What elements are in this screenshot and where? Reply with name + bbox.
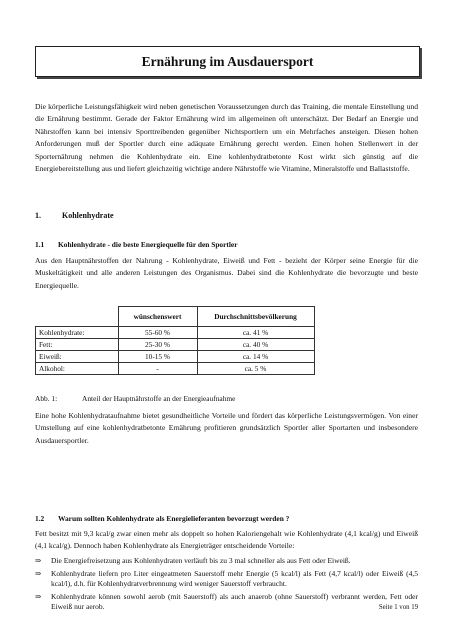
section-title: Warum sollten Kohlenhydrate als Energielieferanten bevorzugt werden ? <box>58 514 290 523</box>
desired-value: 10-15 % <box>118 351 197 363</box>
table-row <box>36 327 315 339</box>
section-number: 1. <box>35 211 41 220</box>
section-heading-1-2 <box>35 514 289 523</box>
list-item <box>35 569 418 589</box>
list-item <box>35 592 418 612</box>
table-header-row <box>36 307 315 327</box>
desired-value: 55-60 % <box>118 327 197 339</box>
nutrient-table <box>35 306 315 375</box>
list-item-text: Kohlenhydrate liefern pro Liter eingeatmeten Sauerstoff mehr Energie (5 kcal/l) als Fett (4,7 kcal/l) oder Eiweiß (4,5 kcal/l), d.h. für Kohlenhydratverbrennung wird weniger Sauerstoff verbraucht. <box>51 569 418 588</box>
average-value: ca. 5 % <box>197 363 314 375</box>
section-heading-1 <box>35 211 114 220</box>
caption-label: Abb. 1: <box>35 394 58 403</box>
row-label: Alkohol: <box>36 363 119 375</box>
arrow-right-icon: ⇒ <box>35 569 42 578</box>
intro-paragraph: Die körperliche Leistungsfähigkeit wird neben genetischen Voraussetzungen durch das Training, die mentale Einstellung und die Ernährung bestimmt. Gerade der Faktor Ernährung wird im allgemeinen oft unterschätzt. Der Bedarf an Energie und Nährstoffen kann bei intensiv Sporttreibenden gegenüber Nichtsportlern um ein Mehrfaches ansteigen. Diesen hohen Anforderungen muß der Sportler durch eine adäquate Ernährung gerecht werden. Einen hohen Stellenwert in der Sporternährung nehmen die Kohlenhydrate ein. Eine kohlenhydratbetonte Kost wirkt sich günstig auf die Energiebereitstellung aus und liefert gleichzeitig wichtige andere Nährstoffe wie Vitamine, Mineralstoffe und Ballaststoffe. <box>35 102 418 174</box>
arrow-right-icon: ⇒ <box>35 592 42 601</box>
row-label: Kohlenhydrate: <box>36 327 119 339</box>
section-title: Kohlenhydrate <box>62 211 114 220</box>
average-value: ca. 14 % <box>197 351 314 363</box>
caption-text: Anteil der Hauptnährstoffe an der Energieaufnahme <box>82 394 236 403</box>
average-value: ca. 40 % <box>197 339 314 351</box>
paragraph-1-2: Fett besitzt mit 9,3 kcal/g zwar einen mehr als doppelt so hohen Kaloriengehalt wie Kohlenhydrate (4,1 kcal/g) und Eiweiß (4,1 kcal/g). Dennoch haben Kohlenhydrate als Energieträger entscheidende Vorteile: <box>35 529 418 551</box>
list-item-text: Kohlenhydrate können sowohl aerob (mit Sauerstoff) als auch anaerob (ohne Sauerstoff) verbrannt werden, Fett oder Eiweiß nur aerob. <box>51 592 418 611</box>
section-title: Kohlenhydrate - die beste Energiequelle für den Sportler <box>58 240 238 249</box>
paragraph-after-table: Eine hohe Kohlenhydrataufnahme bietet gesundheitliche Vorteile und fördert das körperliche Leistungsvermögen. Von einer Umstellung auf eine kohlenhydratbetonte Ernährung profitieren grundsätzlich Sportler aller Sportarten und insbesondere Ausdauersportler. <box>35 411 418 445</box>
section-number: 1.2 <box>35 514 45 523</box>
list-item-text: Die Energiefreisetzung aus Kohlenhydraten verläuft bis zu 3 mal schneller als aus Fett oder Eiweiß. <box>51 556 351 565</box>
advantages-list <box>35 556 418 615</box>
paragraph-1-1: Aus den Hauptnährstoffen der Nahrung - Kohlenhydrate, Eiweiß und Fett - bezieht der Körper seine Energie für die Muskeltätigkeit und alle anderen Leistungen des Organismus. Dabei sind die Kohlenhydrate die bevorzugte und beste Energiequelle. <box>35 256 418 290</box>
page-title: Ernährung im Ausdauersport <box>35 46 420 77</box>
desired-value: 25-30 % <box>118 339 197 351</box>
arrow-right-icon: ⇒ <box>35 556 42 565</box>
column-header-average: Durchschnittsbevölkerung <box>197 307 314 327</box>
table-row <box>36 363 315 375</box>
figure-caption <box>35 394 235 403</box>
column-header-desired: wünschenswert <box>118 307 197 327</box>
table-row <box>36 339 315 351</box>
list-item <box>35 556 418 566</box>
average-value: ca. 41 % <box>197 327 314 339</box>
section-heading-1-1 <box>35 240 238 249</box>
section-number: 1.1 <box>35 240 45 249</box>
page-number: Seite 1 von 19 <box>378 604 418 611</box>
row-label: Eiweiß: <box>36 351 119 363</box>
table-row <box>36 351 315 363</box>
row-label: Fett: <box>36 339 119 351</box>
desired-value: - <box>118 363 197 375</box>
